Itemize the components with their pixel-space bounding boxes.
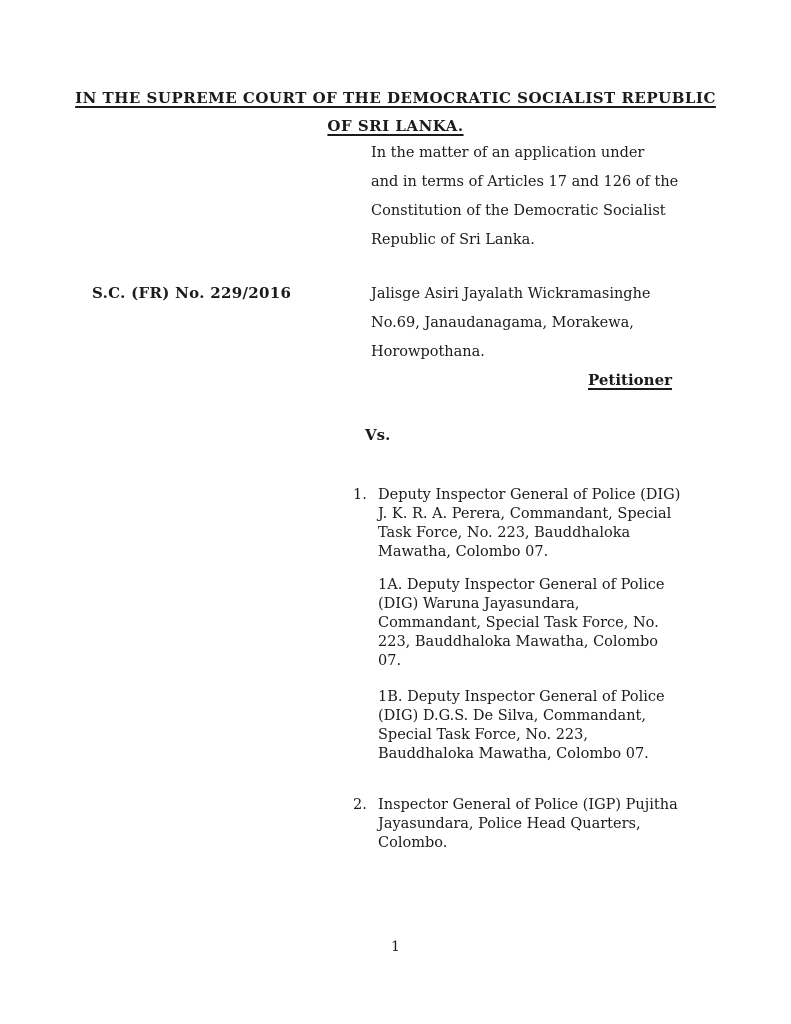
page-number: 1 [391, 939, 400, 955]
respondent-number: 2. [353, 797, 367, 813]
case-number: S.C. (FR) No. 229/2016 [92, 284, 292, 302]
respondent-item-1a: 1A. Deputy Inspector General of Police (DIG) Waruna Jayasundara, Commandant, Special Task Force, No. 223, Bauddhaloka Mawatha, Colombo 07. [378, 577, 665, 669]
respondent-number: 1. [353, 487, 367, 503]
matter-paragraph: In the matter of an application under and in terms of Articles 17 and 126 of the Constitution of the Democratic Socialist Republic of Sri Lanka. [371, 145, 679, 248]
respondent-item-1 [353, 486, 723, 562]
versus-label: Vs. [365, 426, 391, 444]
petitioner-address: Jalisge Asiri Jayalath Wickramasinghe No.69, Janaudanagama, Morakewa, Horowpothana. [371, 286, 651, 360]
respondent-text: Inspector General of Police (IGP) Pujitha Jayasundara, Police Head Quarters, Colombo. [378, 797, 678, 851]
respondent-item-1b: 1B. Deputy Inspector General of Police (DIG) D.G.S. De Silva, Commandant, Special Task Force, No. 223, Bauddhaloka Mawatha, Colombo 07. [378, 689, 665, 762]
respondent-text: Deputy Inspector General of Police (DIG) J. K. R. A. Perera, Commandant, Special Task Force, No. 223, Bauddhaloka Mawatha, Colombo 07. [378, 487, 681, 560]
document-title: IN THE SUPREME COURT OF THE DEMOCRATIC SOCIALIST REPUBLIC OF SRI LANKA. [75, 89, 716, 135]
respondent-item-2 [353, 796, 723, 853]
petitioner-label: Petitioner [588, 371, 673, 389]
